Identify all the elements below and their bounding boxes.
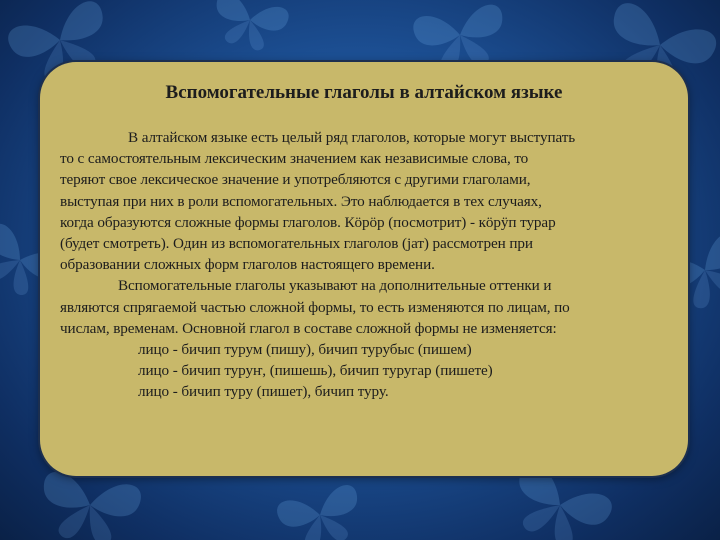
text-line: то с самостоятельным лексическим значением как независимые слова, то <box>60 150 529 168</box>
text-line: образовании сложных форм глаголов настоящего времени. <box>60 256 435 274</box>
text-line: (будет смотреть). Один из вспомогательных глаголов (јат) рассмотрен при <box>60 234 533 252</box>
text-line: числам, временам. Основной глагол в составе сложной формы не изменяется: <box>60 319 557 337</box>
slide-body <box>60 127 672 402</box>
text-line: теряют свое лексическое значение и употребляются с другими глаголами, <box>60 171 531 189</box>
butterfly-icon <box>207 0 290 56</box>
butterfly-icon <box>35 470 143 540</box>
example-line: лицо - бичип туру (пишет), бичип туру. <box>138 383 389 401</box>
example-line: лицо - бичип турум (пишу), бичип турубыс (пишем) <box>138 340 472 358</box>
butterfly-icon <box>275 483 368 540</box>
slide-title: Вспомогательные глаголы в алтайском языке <box>165 82 563 103</box>
text-line: В алтайском языке есть целый ряд глаголов, которые могут выступать <box>128 129 576 146</box>
text-line: являются спрягаемой частью сложной формы, то есть изменяются по лицам, по <box>60 298 570 316</box>
content-card <box>40 62 688 476</box>
text-line: Вспомогательные глаголы указывают на дополнительные оттенки и <box>118 277 552 295</box>
example-line: лицо - бичип туруҥ, (пишешь), бичип туругар (пишете) <box>138 362 493 380</box>
text-line: выступая при них в роли вспомогательных. Это наблюдается в тех случаях, <box>60 192 542 210</box>
text-line: когда образуются сложные формы глаголов. Кöрöр (посмотрит) - кöрÿп турар <box>60 213 556 231</box>
